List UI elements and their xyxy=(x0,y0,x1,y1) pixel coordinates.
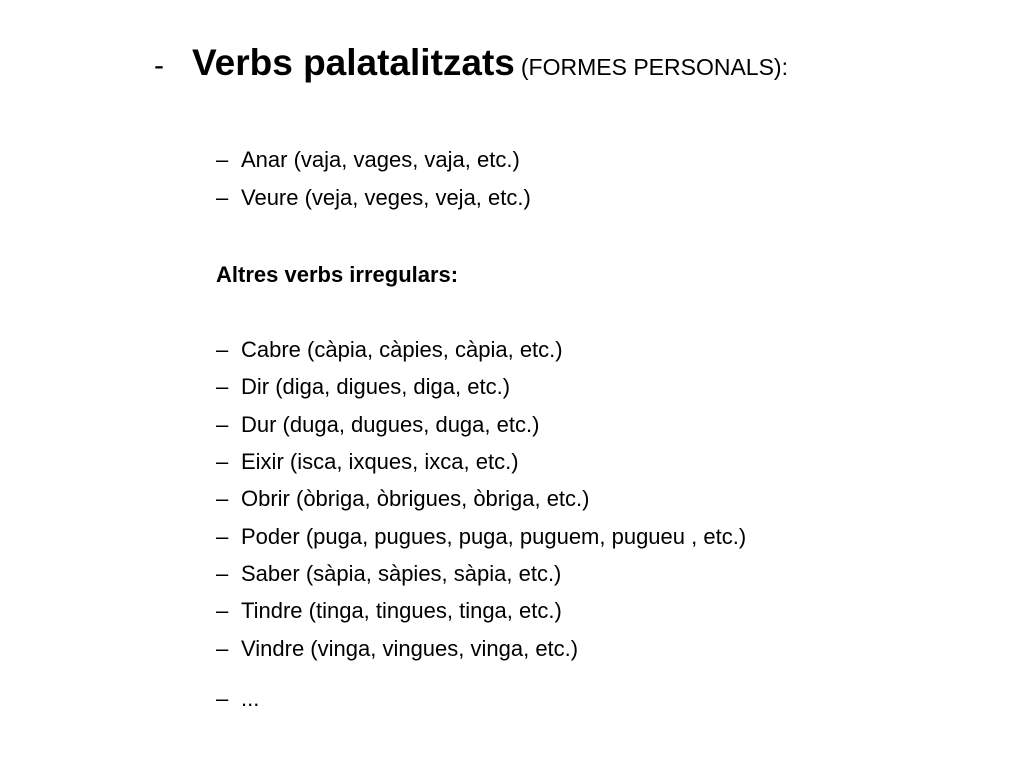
title-subtitle: (FORMES PERSONALS): xyxy=(520,54,788,80)
section-heading: Altres verbs irregulars: xyxy=(216,262,459,287)
list-dash: – xyxy=(216,412,229,437)
list-item-dir xyxy=(216,374,510,400)
slide-title xyxy=(154,42,788,84)
list-item-saber xyxy=(216,561,561,587)
list-item-eixir xyxy=(216,449,519,475)
list-dash: – xyxy=(216,486,229,511)
list-item-text: Cabre (càpia, càpies, càpia, etc.) xyxy=(241,337,563,362)
list-item-veure xyxy=(216,185,531,211)
list-dash: – xyxy=(216,185,229,210)
list-item-dur xyxy=(216,412,539,438)
list-item-anar xyxy=(216,147,520,173)
list-item-ellipsis xyxy=(216,686,259,712)
list-item-text: Anar (vaja, vages, vaja, etc.) xyxy=(241,147,520,172)
list-item-text: Eixir (isca, ixques, ixca, etc.) xyxy=(241,449,519,474)
list-item-text: Veure (veja, veges, veja, etc.) xyxy=(241,185,531,210)
list-dash: – xyxy=(216,374,229,399)
title-bullet: - xyxy=(154,49,164,82)
list-item-text: Dir (diga, digues, diga, etc.) xyxy=(241,374,511,399)
list-item-poder xyxy=(216,524,746,550)
list-item-text: Tindre (tinga, tingues, tinga, etc.) xyxy=(241,598,562,623)
list-item-obrir xyxy=(216,486,590,512)
list-dash: – xyxy=(216,686,229,711)
list-dash: – xyxy=(216,636,229,661)
list-dash: – xyxy=(216,337,229,362)
list-item-vindre xyxy=(216,636,578,662)
list-dash: – xyxy=(216,524,229,549)
list-item-text: Saber (sàpia, sàpies, sàpia, etc.) xyxy=(241,561,562,586)
list-item-text: Dur (duga, dugues, duga, etc.) xyxy=(241,412,540,437)
list-item-text: Poder (puga, pugues, puga, puguem, pugueu , etc.) xyxy=(241,524,747,549)
list-item-cabre xyxy=(216,337,563,363)
list-item-text: Obrir (òbriga, òbrigues, òbriga, etc.) xyxy=(241,486,590,511)
list-item-tindre xyxy=(216,598,562,624)
list-dash: – xyxy=(216,598,229,623)
list-dash: – xyxy=(216,147,229,172)
title-main: Verbs palatalitzats xyxy=(192,42,515,83)
list-dash: – xyxy=(216,449,229,474)
list-dash: – xyxy=(216,561,229,586)
list-item-text: Vindre (vinga, vingues, vinga, etc.) xyxy=(241,636,579,661)
list-item-text: ... xyxy=(241,686,260,711)
